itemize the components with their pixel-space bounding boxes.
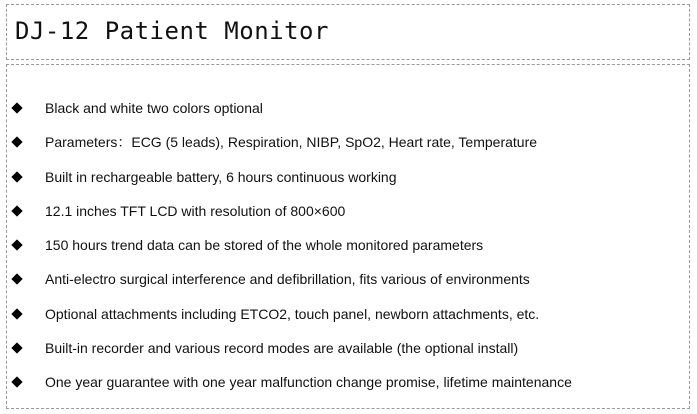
feature-text: Black and white two colors optional (45, 100, 263, 116)
list-item (7, 307, 689, 341)
list-item (7, 238, 689, 272)
feature-text: Built in rechargeable battery, 6 hours continuous working (45, 168, 397, 185)
list-item (7, 272, 689, 306)
feature-text: 12.1 inches TFT LCD with resolution of 800×600 (45, 202, 346, 219)
diamond-bullet-icon (11, 171, 22, 182)
diamond-bullet-icon (11, 240, 22, 251)
diamond-bullet-icon (11, 205, 22, 216)
list-item (7, 204, 689, 238)
diamond-bullet-icon (11, 377, 22, 388)
list-item (7, 375, 689, 409)
diamond-bullet-icon (11, 342, 22, 353)
list-item (7, 341, 689, 375)
feature-text: Anti-electro surgical interference and defibrillation, fits various of environments (45, 271, 530, 288)
title-box (6, 4, 690, 60)
list-item (7, 135, 689, 169)
diamond-bullet-icon (11, 308, 22, 319)
feature-text: Optional attachments including ETCO2, touch panel, newborn attachments, etc. (45, 305, 540, 322)
diamond-bullet-icon (11, 102, 22, 113)
list-item (7, 170, 689, 204)
page-title: DJ-12 Patient Monitor (15, 17, 329, 45)
list-item (7, 101, 689, 135)
feature-text: Parameters：ECG (5 leads), Respiration, NIBP, SpO2, Heart rate, Temperature (45, 134, 538, 151)
feature-text: 150 hours trend data can be stored of the whole monitored parameters (45, 237, 484, 254)
feature-list (7, 101, 689, 410)
feature-text: Built-in recorder and various record modes are available (the optional install) (45, 340, 519, 357)
feature-list-box (6, 64, 690, 409)
diamond-bullet-icon (11, 274, 22, 285)
feature-text: One year guarantee with one year malfunction change promise, lifetime maintenance (45, 374, 572, 391)
diamond-bullet-icon (11, 137, 22, 148)
